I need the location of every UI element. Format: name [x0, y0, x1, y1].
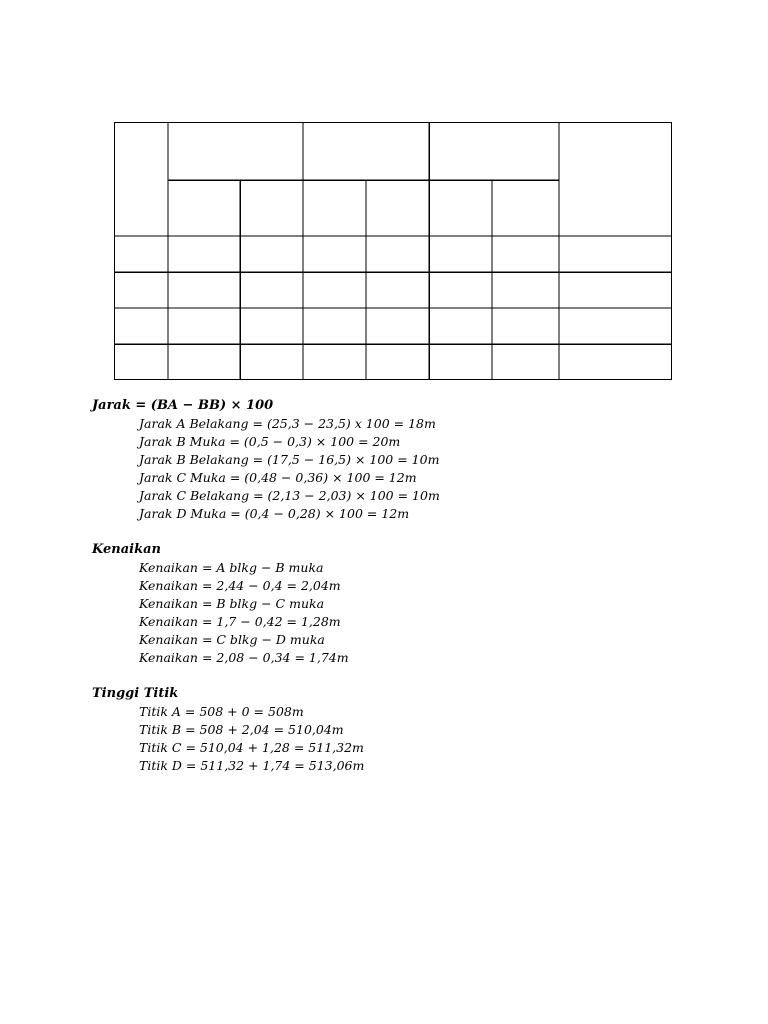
- tinggi-titik-line: Titik C = 510,04 + 1,28 = 511,32m: [139, 740, 364, 755]
- kenaikan-line: Kenaikan = B blkg − C muka: [139, 596, 325, 611]
- table-lines: [114, 122, 672, 380]
- jarak-line: Jarak C Belakang = (2,13 − 2,03) × 100 = 10m: [139, 488, 440, 503]
- tinggi-titik-line: Titik D = 511,32 + 1,74 = 513,06m: [139, 758, 365, 773]
- jarak-line: Jarak B Belakang = (17,5 − 16,5) × 100 = 10m: [139, 452, 440, 467]
- jarak-line: Jarak D Muka = (0,4 − 0,28) × 100 = 12m: [139, 506, 410, 521]
- table-border: [115, 123, 672, 380]
- kenaikan-line: Kenaikan = 2,08 − 0,34 = 1,74m: [139, 650, 349, 665]
- empty-table-grid: [114, 122, 672, 380]
- jarak-line: Jarak B Muka = (0,5 − 0,3) × 100 = 20m: [139, 434, 401, 449]
- kenaikan-line: Kenaikan = 2,44 − 0,4 = 2,04m: [139, 578, 341, 593]
- tinggi-titik-line: Titik A = 508 + 0 = 508m: [139, 704, 304, 719]
- jarak-heading: Jarak = (BA − BB) × 100: [92, 398, 274, 413]
- jarak-line: Jarak A Belakang = (25,3 − 23,5) x 100 = 18m: [139, 416, 436, 431]
- calculation-text: [92, 397, 732, 775]
- kenaikan-line: Kenaikan = C blkg − D muka: [139, 632, 325, 647]
- kenaikan-line: Kenaikan = A blkg − B muka: [139, 560, 324, 575]
- kenaikan-line: Kenaikan = 1,7 − 0,42 = 1,28m: [139, 614, 341, 629]
- kenaikan-heading: Kenaikan: [92, 542, 161, 557]
- tinggi-titik-line: Titik B = 508 + 2,04 = 510,04m: [139, 722, 344, 737]
- tinggi-titik-heading: Tinggi Titik: [92, 686, 179, 701]
- jarak-line: Jarak C Muka = (0,48 − 0,36) × 100 = 12m: [139, 470, 417, 485]
